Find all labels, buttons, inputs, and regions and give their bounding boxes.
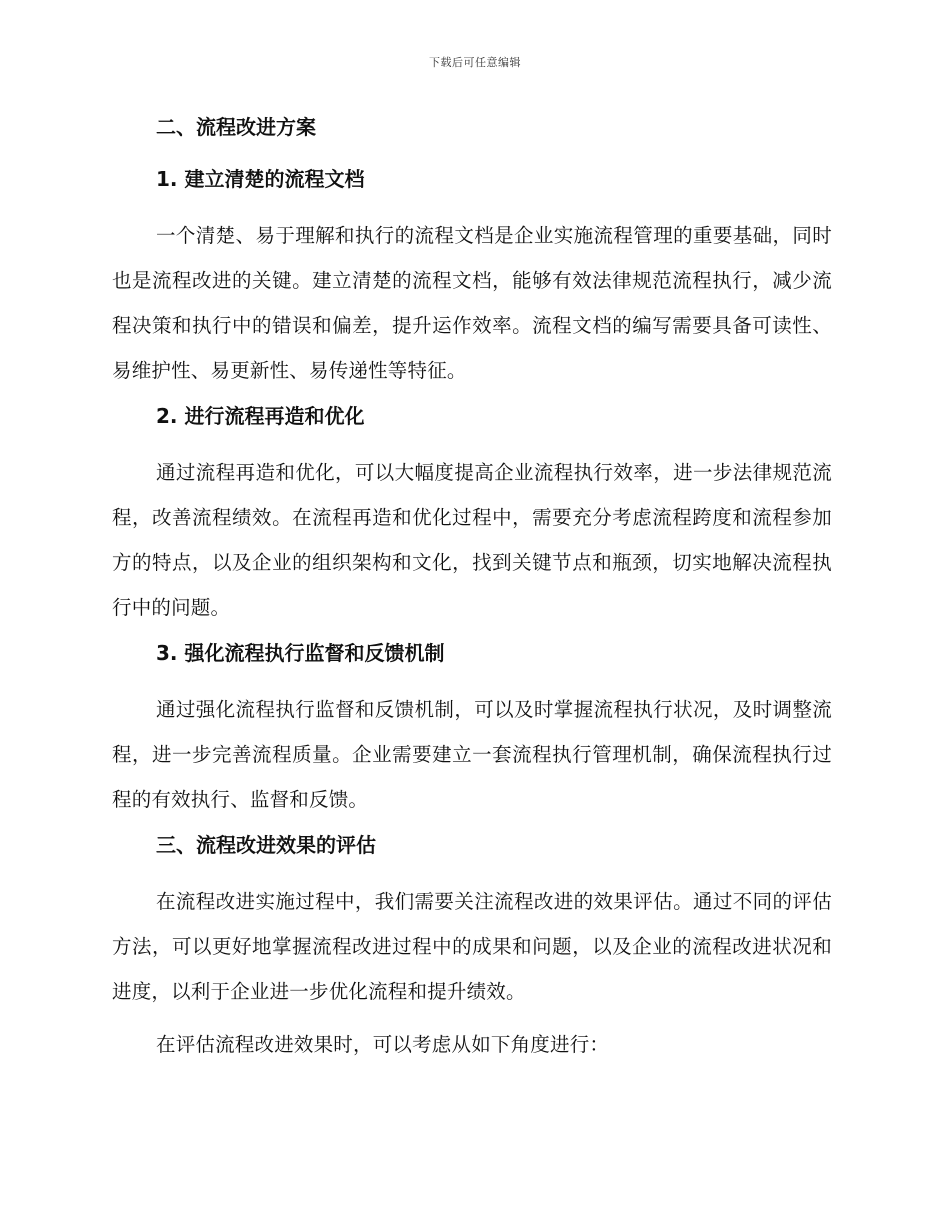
subsection-3-heading: 3. 强化流程执行监督和反馈机制	[156, 641, 445, 665]
document-body	[112, 112, 832, 1067]
subsection-1-heading: 1. 建立清楚的流程文档	[156, 167, 365, 191]
page-header-note: 下载后可任意编辑	[429, 56, 521, 69]
section-3-paragraph-2: 在评估流程改进效果时，可以考虑从如下角度进行：	[156, 1033, 610, 1056]
section-2-heading: 二、流程改进方案	[156, 115, 316, 139]
section-3-heading: 三、流程改进效果的评估	[156, 833, 376, 857]
subsection-3-paragraph: 通过强化流程执行监督和反馈机制，可以及时掌握流程执行状况，及时调整流程，进一步完善流程质量。企业需要建立一套流程执行管理机制，确保流程执行过程的有效执行、监督和反馈。	[112, 698, 832, 811]
subsection-1-paragraph: 一个清楚、易于理解和执行的流程文档是企业实施流程管理的重要基础，同时也是流程改进的关键。建立清楚的流程文档，能够有效法律规范流程执行，减少流程决策和执行中的错误和偏差，提升运作效率。流程文档的编写需要具备可读性、易维护性、易更新性、易传递性等特征。	[112, 224, 832, 382]
subsection-2-heading: 2. 进行流程再造和优化	[156, 404, 365, 428]
subsection-2-paragraph: 通过流程再造和优化，可以大幅度提高企业流程执行效率，进一步法律规范流程，改善流程绩效。在流程再造和优化过程中，需要充分考虑流程跨度和流程参加方的特点，以及企业的组织架构和文化，找到关键节点和瓶颈，切实地解决流程执行中的问题。	[112, 461, 832, 619]
section-3-paragraph-1: 在流程改进实施过程中，我们需要关注流程改进的效果评估。通过不同的评估方法，可以更好地掌握流程改进过程中的成果和问题，以及企业的流程改进状况和进度，以利于企业进一步优化流程和提升绩效。	[112, 890, 832, 1003]
